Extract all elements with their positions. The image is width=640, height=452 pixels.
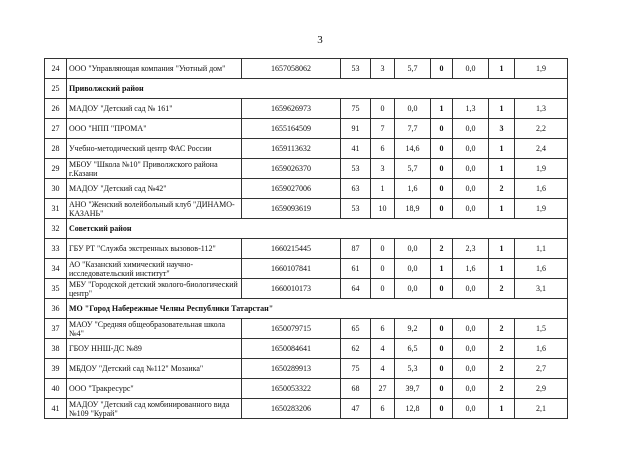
value-cell: 4 [371,339,395,359]
table-row [45,379,568,399]
section-title: МО "Город Набережные Челны Республики Татарстан" [67,299,568,319]
row-number: 26 [45,99,67,119]
value-cell: 6 [371,139,395,159]
value-cell: 1,6 [395,179,431,199]
value-cell: 2 [489,279,515,299]
value-cell: 0,0 [453,359,489,379]
organization-name: МБДОУ "Детский сад №112" Мозаика" [67,359,242,379]
organization-name: МАОУ "Средняя общеобразовательная школа №4" [67,319,242,339]
value-cell: 1 [489,199,515,219]
table-row [45,259,568,279]
value-cell: 2 [489,379,515,399]
table-row [45,119,568,139]
table-row [45,199,568,219]
section-row [45,299,568,319]
value-cell: 53 [341,199,371,219]
value-cell: 2 [489,359,515,379]
value-cell: 2,9 [515,379,568,399]
section-title: Советский район [67,219,568,239]
value-cell: 0 [431,59,453,79]
value-cell: 87 [341,239,371,259]
organization-name: ГБОУ ННШ-ДС №89 [67,339,242,359]
table-row [45,239,568,259]
value-cell: 6,5 [395,339,431,359]
row-number: 31 [45,199,67,219]
table-row [45,319,568,339]
value-cell: 75 [341,99,371,119]
value-cell: 0 [431,119,453,139]
value-cell: 2,4 [515,139,568,159]
value-cell: 0 [371,99,395,119]
value-cell: 53 [341,59,371,79]
value-cell: 1 [431,99,453,119]
value-cell: 0,0 [453,119,489,139]
organization-name: МБОУ "Школа №10" Приволжского района г.Казани [67,159,242,179]
value-cell: 27 [371,379,395,399]
row-number: 25 [45,79,67,99]
value-cell: 12,8 [395,399,431,419]
value-cell: 0,0 [453,179,489,199]
inn-cell: 1659027006 [242,179,341,199]
value-cell: 1,9 [515,59,568,79]
value-cell: 2 [489,319,515,339]
value-cell: 0 [431,179,453,199]
value-cell: 0 [431,319,453,339]
organization-name: МБУ "Городской детский эколого-биологический центр" [67,279,242,299]
value-cell: 1 [489,59,515,79]
table-row [45,99,568,119]
value-cell: 0 [431,379,453,399]
row-number: 41 [45,399,67,419]
value-cell: 3 [371,59,395,79]
section-row [45,79,568,99]
value-cell: 0,0 [453,339,489,359]
value-cell: 1,1 [515,239,568,259]
value-cell: 3,1 [515,279,568,299]
inn-cell: 1650289913 [242,359,341,379]
value-cell: 2 [431,239,453,259]
value-cell: 1,5 [515,319,568,339]
value-cell: 18,9 [395,199,431,219]
value-cell: 7 [371,119,395,139]
value-cell: 75 [341,359,371,379]
registry-table [44,58,568,419]
value-cell: 0,0 [453,319,489,339]
value-cell: 0 [431,159,453,179]
value-cell: 5,7 [395,59,431,79]
value-cell: 64 [341,279,371,299]
section-row [45,219,568,239]
organization-name: ГБУ РТ "Служба экстренных вызовов-112" [67,239,242,259]
value-cell: 1 [489,159,515,179]
organization-name: МАДОУ "Детский сад № 161" [67,99,242,119]
inn-cell: 1650084641 [242,339,341,359]
value-cell: 2,1 [515,399,568,419]
value-cell: 0 [371,279,395,299]
value-cell: 1 [489,239,515,259]
value-cell: 1,6 [515,339,568,359]
value-cell: 7,7 [395,119,431,139]
inn-cell: 1660010173 [242,279,341,299]
row-number: 24 [45,59,67,79]
value-cell: 65 [341,319,371,339]
value-cell: 2,2 [515,119,568,139]
inn-cell: 1650283206 [242,399,341,419]
row-number: 32 [45,219,67,239]
value-cell: 14,6 [395,139,431,159]
value-cell: 3 [371,159,395,179]
value-cell: 0,0 [395,259,431,279]
value-cell: 0 [371,239,395,259]
row-number: 27 [45,119,67,139]
organization-name: ООО "НПП "ПРОМА" [67,119,242,139]
inn-cell: 1660107841 [242,259,341,279]
inn-cell: 1659626973 [242,99,341,119]
row-number: 30 [45,179,67,199]
value-cell: 1 [371,179,395,199]
inn-cell: 1655164509 [242,119,341,139]
value-cell: 1,6 [515,259,568,279]
value-cell: 0,0 [395,239,431,259]
value-cell: 53 [341,159,371,179]
value-cell: 0 [431,359,453,379]
value-cell: 63 [341,179,371,199]
value-cell: 0 [371,259,395,279]
inn-cell: 1660215445 [242,239,341,259]
value-cell: 91 [341,119,371,139]
table-row [45,179,568,199]
value-cell: 0 [431,279,453,299]
value-cell: 39,7 [395,379,431,399]
row-number: 33 [45,239,67,259]
value-cell: 1 [489,399,515,419]
value-cell: 1,9 [515,199,568,219]
value-cell: 2 [489,339,515,359]
value-cell: 1 [431,259,453,279]
value-cell: 0,0 [453,139,489,159]
value-cell: 0 [431,139,453,159]
value-cell: 5,3 [395,359,431,379]
value-cell: 1,3 [453,99,489,119]
table-row [45,359,568,379]
value-cell: 9,2 [395,319,431,339]
value-cell: 0,0 [453,379,489,399]
value-cell: 68 [341,379,371,399]
row-number: 34 [45,259,67,279]
value-cell: 2,7 [515,359,568,379]
table-row [45,59,568,79]
value-cell: 4 [371,359,395,379]
row-number: 37 [45,319,67,339]
value-cell: 1,9 [515,159,568,179]
value-cell: 2,3 [453,239,489,259]
value-cell: 61 [341,259,371,279]
organization-name: МАДОУ "Детский сад №42" [67,179,242,199]
value-cell: 0 [431,199,453,219]
value-cell: 0,0 [453,199,489,219]
row-number: 35 [45,279,67,299]
value-cell: 5,7 [395,159,431,179]
value-cell: 0 [431,339,453,359]
value-cell: 1,6 [515,179,568,199]
organization-name: ООО "Тракресурс" [67,379,242,399]
page-number: 3 [317,34,323,46]
row-number: 28 [45,139,67,159]
value-cell: 1,3 [515,99,568,119]
value-cell: 41 [341,139,371,159]
inn-cell: 1650079715 [242,319,341,339]
value-cell: 0,0 [453,59,489,79]
row-number: 38 [45,339,67,359]
table-row [45,399,568,419]
table-row [45,159,568,179]
table-row [45,279,568,299]
value-cell: 1 [489,99,515,119]
value-cell: 6 [371,399,395,419]
value-cell: 1 [489,259,515,279]
value-cell: 1 [489,139,515,159]
row-number: 29 [45,159,67,179]
inn-cell: 1657058062 [242,59,341,79]
row-number: 39 [45,359,67,379]
value-cell: 0,0 [453,279,489,299]
value-cell: 62 [341,339,371,359]
inn-cell: 1659093619 [242,199,341,219]
value-cell: 1,6 [453,259,489,279]
organization-name: Учебно-методический центр ФАС России [67,139,242,159]
section-title: Приволжский район [67,79,568,99]
inn-cell: 1659113632 [242,139,341,159]
registry-table-body [45,59,568,419]
value-cell: 6 [371,319,395,339]
table-row [45,139,568,159]
inn-cell: 1650053322 [242,379,341,399]
organization-name: ООО "Управляющая компания "Уютный дом" [67,59,242,79]
value-cell: 0,0 [453,159,489,179]
value-cell: 10 [371,199,395,219]
value-cell: 47 [341,399,371,419]
row-number: 36 [45,299,67,319]
row-number: 40 [45,379,67,399]
value-cell: 3 [489,119,515,139]
organization-name: МАДОУ "Детский сад комбинированного вида №109 "Курай" [67,399,242,419]
organization-name: АО "Казанский химический научно-исследовательский институт" [67,259,242,279]
value-cell: 2 [489,179,515,199]
inn-cell: 1659026370 [242,159,341,179]
value-cell: 0,0 [395,99,431,119]
organization-name: АНО "Женский волейбольный клуб "ДИНАМО-КАЗАНЬ" [67,199,242,219]
table-row [45,339,568,359]
value-cell: 0,0 [453,399,489,419]
value-cell: 0,0 [395,279,431,299]
value-cell: 0 [431,399,453,419]
